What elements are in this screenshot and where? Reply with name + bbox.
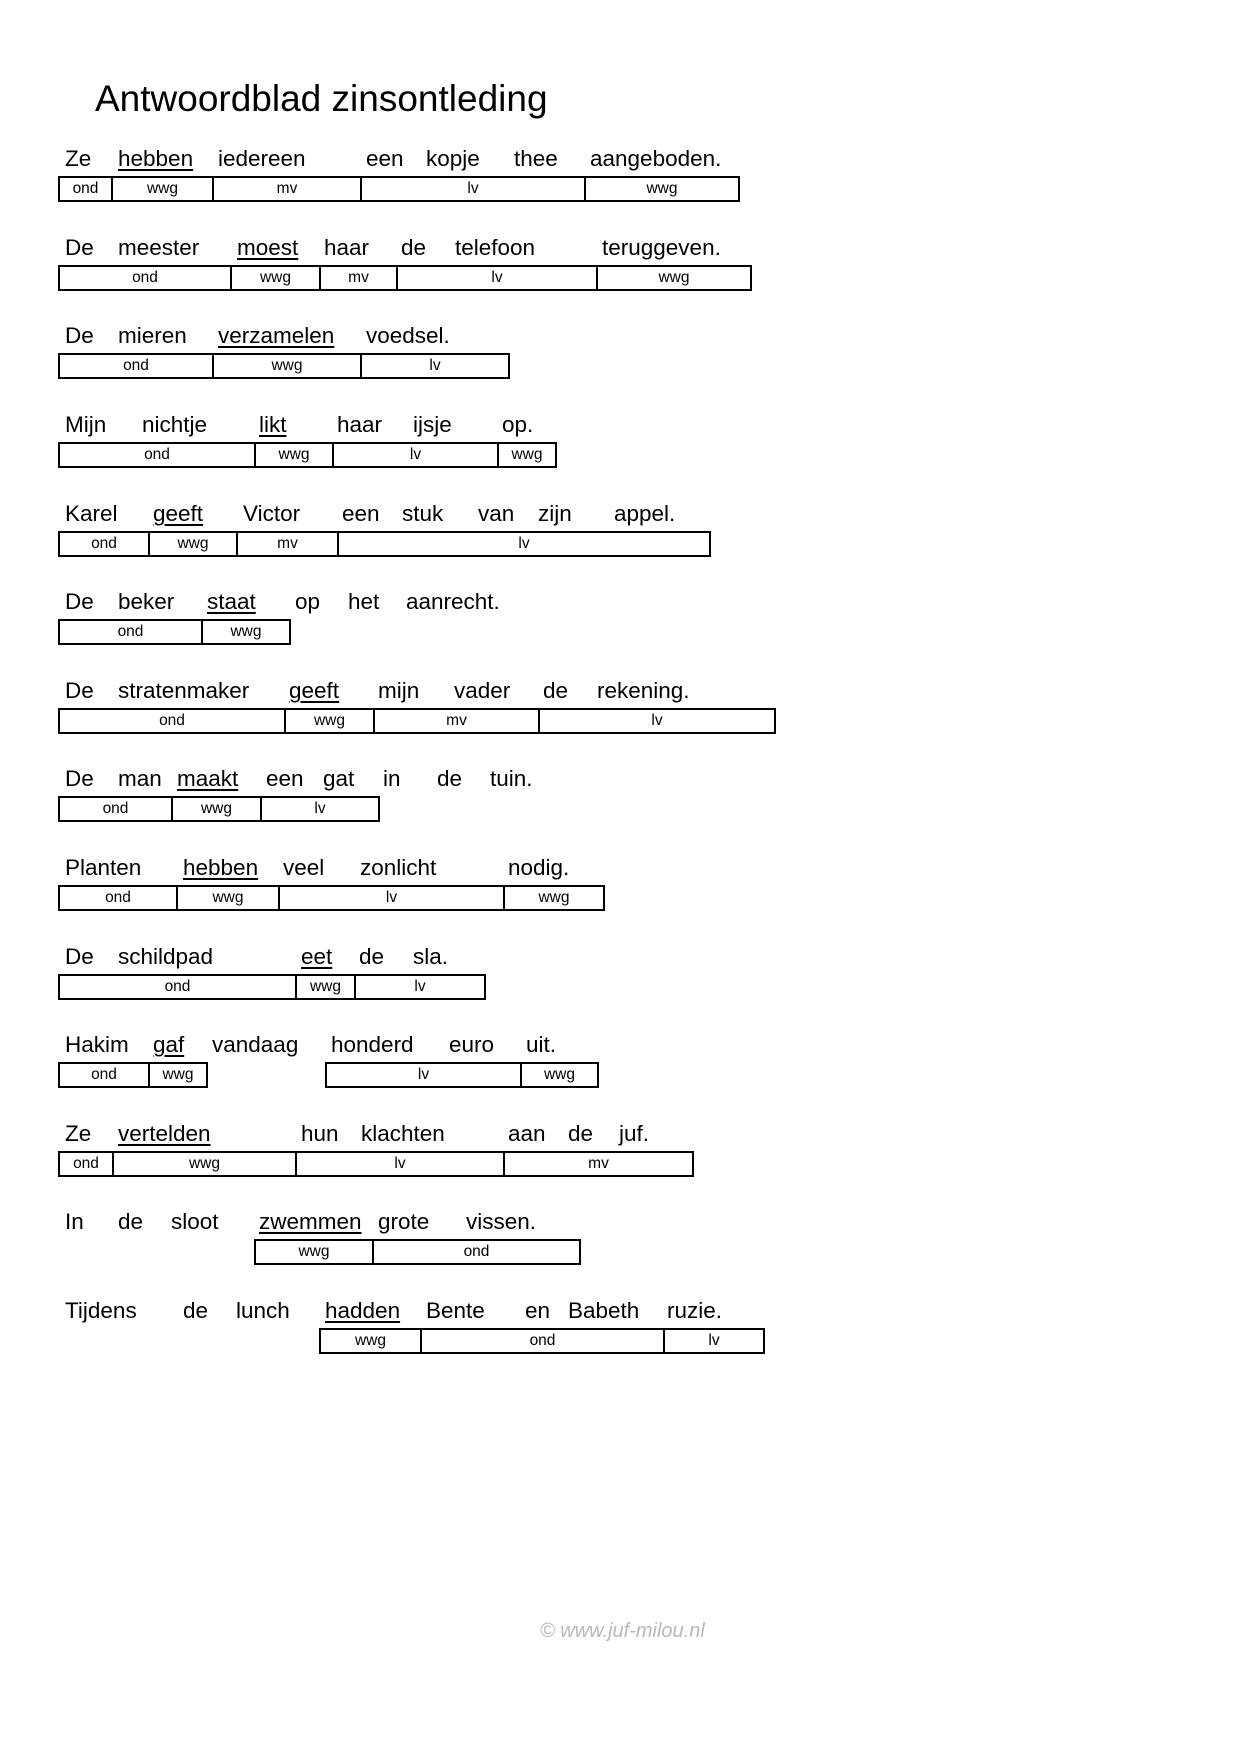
sentence-word: van bbox=[478, 501, 515, 526]
sentence-word: Mijn bbox=[65, 412, 107, 437]
sentence-word: in bbox=[383, 766, 401, 791]
sentence-verb: verzamelen bbox=[218, 323, 335, 348]
sentence-word: teruggeven. bbox=[602, 235, 721, 260]
sentence-word: De bbox=[65, 766, 94, 791]
group-box-wwg: wwg bbox=[171, 796, 262, 822]
group-box-lv: lv bbox=[396, 265, 598, 291]
sentence-word: stratenmaker bbox=[118, 678, 250, 703]
sentence-word: sla. bbox=[413, 944, 449, 969]
sentence-word: rekening. bbox=[597, 678, 690, 703]
sentence-word: haar bbox=[324, 235, 370, 260]
sentence-word: de bbox=[543, 678, 569, 703]
sentence-word: zonlicht bbox=[360, 855, 437, 880]
sentence-word: nichtje bbox=[142, 412, 208, 437]
sentence-word: haar bbox=[337, 412, 383, 437]
sentence-word: op bbox=[295, 589, 321, 614]
sentence-verb: geeft bbox=[153, 501, 204, 526]
sentence-word: De bbox=[65, 944, 94, 969]
sentence-word: Babeth bbox=[568, 1298, 640, 1323]
group-box-lv: lv bbox=[278, 885, 505, 911]
sentence-word: Victor bbox=[243, 501, 301, 526]
sentence-word: Hakim bbox=[65, 1032, 129, 1057]
group-box-wwg: wwg bbox=[319, 1328, 422, 1354]
sentence-5 bbox=[0, 501, 1240, 581]
sentence-word: euro bbox=[449, 1032, 495, 1057]
group-box-wwg: wwg bbox=[254, 442, 334, 468]
group-box-ond: ond bbox=[58, 176, 113, 202]
sentence-word: een bbox=[266, 766, 304, 791]
sentence-word: en bbox=[525, 1298, 551, 1323]
sentence-word: ijsje bbox=[413, 412, 452, 437]
sentence-word: Karel bbox=[65, 501, 118, 526]
group-box-lv: lv bbox=[325, 1062, 522, 1088]
sentence-word: man bbox=[118, 766, 162, 791]
group-box-lv: lv bbox=[337, 531, 711, 557]
group-box-ond: ond bbox=[58, 531, 150, 557]
sentence-1 bbox=[0, 146, 1240, 226]
sentence-word: vissen. bbox=[466, 1209, 537, 1234]
sentence-word: gat bbox=[323, 766, 355, 791]
group-box-mv: mv bbox=[212, 176, 362, 202]
group-box-ond: ond bbox=[58, 265, 232, 291]
group-box-mv: mv bbox=[319, 265, 398, 291]
sentence-word: de bbox=[118, 1209, 144, 1234]
group-box-mv: mv bbox=[373, 708, 540, 734]
sentence-8 bbox=[0, 766, 1240, 846]
group-box-lv: lv bbox=[260, 796, 380, 822]
sentence-word: vandaag bbox=[212, 1032, 299, 1057]
sentence-word: De bbox=[65, 235, 94, 260]
sentence-word: lunch bbox=[236, 1298, 290, 1323]
group-box-ond: ond bbox=[420, 1328, 665, 1354]
sentence-word: de bbox=[359, 944, 385, 969]
group-box-wwg: wwg bbox=[254, 1239, 374, 1265]
group-box-wwg: wwg bbox=[596, 265, 752, 291]
sentence-word: Ze bbox=[65, 146, 92, 171]
group-box-lv: lv bbox=[354, 974, 486, 1000]
group-box-wwg: wwg bbox=[112, 1151, 297, 1177]
group-box-wwg: wwg bbox=[148, 531, 238, 557]
group-box-ond: ond bbox=[58, 708, 286, 734]
sentence-verb: eet bbox=[301, 944, 333, 969]
group-box-ond: ond bbox=[58, 353, 214, 379]
sentence-12 bbox=[0, 1121, 1240, 1201]
sentence-word: De bbox=[65, 589, 94, 614]
sentence-word: de bbox=[568, 1121, 594, 1146]
group-box-ond: ond bbox=[58, 796, 173, 822]
sentence-9 bbox=[0, 855, 1240, 935]
sentence-word: tuin. bbox=[490, 766, 533, 791]
sentence-word: Planten bbox=[65, 855, 142, 880]
sentence-word: In bbox=[65, 1209, 84, 1234]
sentence-word: aanrecht. bbox=[406, 589, 500, 614]
sentence-7 bbox=[0, 678, 1240, 758]
sentence-word: sloot bbox=[171, 1209, 219, 1234]
group-box-ond: ond bbox=[58, 1151, 114, 1177]
sentence-word: kopje bbox=[426, 146, 480, 171]
sentence-word: de bbox=[437, 766, 463, 791]
sentence-verb: zwemmen bbox=[259, 1209, 362, 1234]
sentence-word: aangeboden. bbox=[590, 146, 722, 171]
group-box-lv: lv bbox=[538, 708, 776, 734]
sentence-word: juf. bbox=[619, 1121, 650, 1146]
sentence-13 bbox=[0, 1209, 1240, 1289]
group-box-lv: lv bbox=[295, 1151, 505, 1177]
sentence-word: Ze bbox=[65, 1121, 92, 1146]
sentence-verb: gaf bbox=[153, 1032, 185, 1057]
group-box-mv: mv bbox=[503, 1151, 694, 1177]
sentence-verb: staat bbox=[207, 589, 256, 614]
group-box-wwg: wwg bbox=[201, 619, 291, 645]
sentence-word: op. bbox=[502, 412, 534, 437]
sentence-word: vader bbox=[454, 678, 511, 703]
group-box-ond: ond bbox=[58, 974, 297, 1000]
sentence-word: grote bbox=[378, 1209, 430, 1234]
sentence-word: Tijdens bbox=[65, 1298, 137, 1323]
sentence-word: meester bbox=[118, 235, 200, 260]
group-box-wwg: wwg bbox=[148, 1062, 208, 1088]
group-box-wwg: wwg bbox=[520, 1062, 599, 1088]
sentence-word: hun bbox=[301, 1121, 339, 1146]
group-box-wwg: wwg bbox=[230, 265, 321, 291]
copyright-footer: © www.juf-milou.nl bbox=[540, 1620, 705, 1642]
sentence-word: aan bbox=[508, 1121, 546, 1146]
sentence-word: Bente bbox=[426, 1298, 485, 1323]
group-box-ond: ond bbox=[58, 885, 178, 911]
sentence-2 bbox=[0, 235, 1240, 315]
group-box-wwg: wwg bbox=[497, 442, 557, 468]
sentence-word: nodig. bbox=[508, 855, 570, 880]
sentence-verb: hebben bbox=[183, 855, 259, 880]
sentence-word: honderd bbox=[331, 1032, 414, 1057]
sentence-word: een bbox=[366, 146, 404, 171]
group-box-lv: lv bbox=[360, 353, 510, 379]
sentence-word: telefoon bbox=[455, 235, 536, 260]
group-box-ond: ond bbox=[58, 442, 256, 468]
sentence-word: appel. bbox=[614, 501, 676, 526]
sentence-word: beker bbox=[118, 589, 175, 614]
sentence-word: stuk bbox=[402, 501, 444, 526]
sentence-word: de bbox=[183, 1298, 209, 1323]
group-box-wwg: wwg bbox=[295, 974, 356, 1000]
sentence-word: ruzie. bbox=[667, 1298, 723, 1323]
sentence-word: de bbox=[401, 235, 427, 260]
group-box-wwg: wwg bbox=[176, 885, 280, 911]
sentence-verb: hadden bbox=[325, 1298, 401, 1323]
group-box-lv: lv bbox=[360, 176, 586, 202]
group-box-wwg: wwg bbox=[584, 176, 740, 202]
group-box-ond: ond bbox=[372, 1239, 581, 1265]
sentence-word: mieren bbox=[118, 323, 187, 348]
sentence-word: zijn bbox=[538, 501, 572, 526]
sentence-6 bbox=[0, 589, 1240, 669]
sentence-word: het bbox=[348, 589, 380, 614]
group-box-ond: ond bbox=[58, 619, 203, 645]
group-box-wwg: wwg bbox=[284, 708, 375, 734]
sentence-11 bbox=[0, 1032, 1240, 1112]
sentence-word: mijn bbox=[378, 678, 420, 703]
sentence-word: klachten bbox=[361, 1121, 445, 1146]
sentence-word: thee bbox=[514, 146, 558, 171]
sentence-word: schildpad bbox=[118, 944, 214, 969]
group-box-wwg: wwg bbox=[212, 353, 362, 379]
page-title: Antwoordblad zinsontleding bbox=[95, 78, 548, 119]
sentence-word: voedsel. bbox=[366, 323, 450, 348]
group-box-lv: lv bbox=[663, 1328, 765, 1354]
sentence-word: iedereen bbox=[218, 146, 306, 171]
sentence-3 bbox=[0, 323, 1240, 403]
group-box-ond: ond bbox=[58, 1062, 150, 1088]
sentence-10 bbox=[0, 944, 1240, 1024]
sentence-verb: moest bbox=[237, 235, 299, 260]
sentence-word: uit. bbox=[526, 1032, 557, 1057]
group-box-mv: mv bbox=[236, 531, 339, 557]
sentence-verb: likt bbox=[259, 412, 287, 437]
sentence-word: een bbox=[342, 501, 380, 526]
group-box-wwg: wwg bbox=[503, 885, 605, 911]
sentence-verb: maakt bbox=[177, 766, 239, 791]
sentence-verb: vertelden bbox=[118, 1121, 211, 1146]
sentence-4 bbox=[0, 412, 1240, 492]
sentence-14 bbox=[0, 1298, 1240, 1378]
group-box-wwg: wwg bbox=[111, 176, 214, 202]
group-box-lv: lv bbox=[332, 442, 499, 468]
sentence-word: veel bbox=[283, 855, 325, 880]
sentence-verb: hebben bbox=[118, 146, 194, 171]
sentence-verb: geeft bbox=[289, 678, 340, 703]
sentence-word: De bbox=[65, 323, 94, 348]
sentence-word: De bbox=[65, 678, 94, 703]
